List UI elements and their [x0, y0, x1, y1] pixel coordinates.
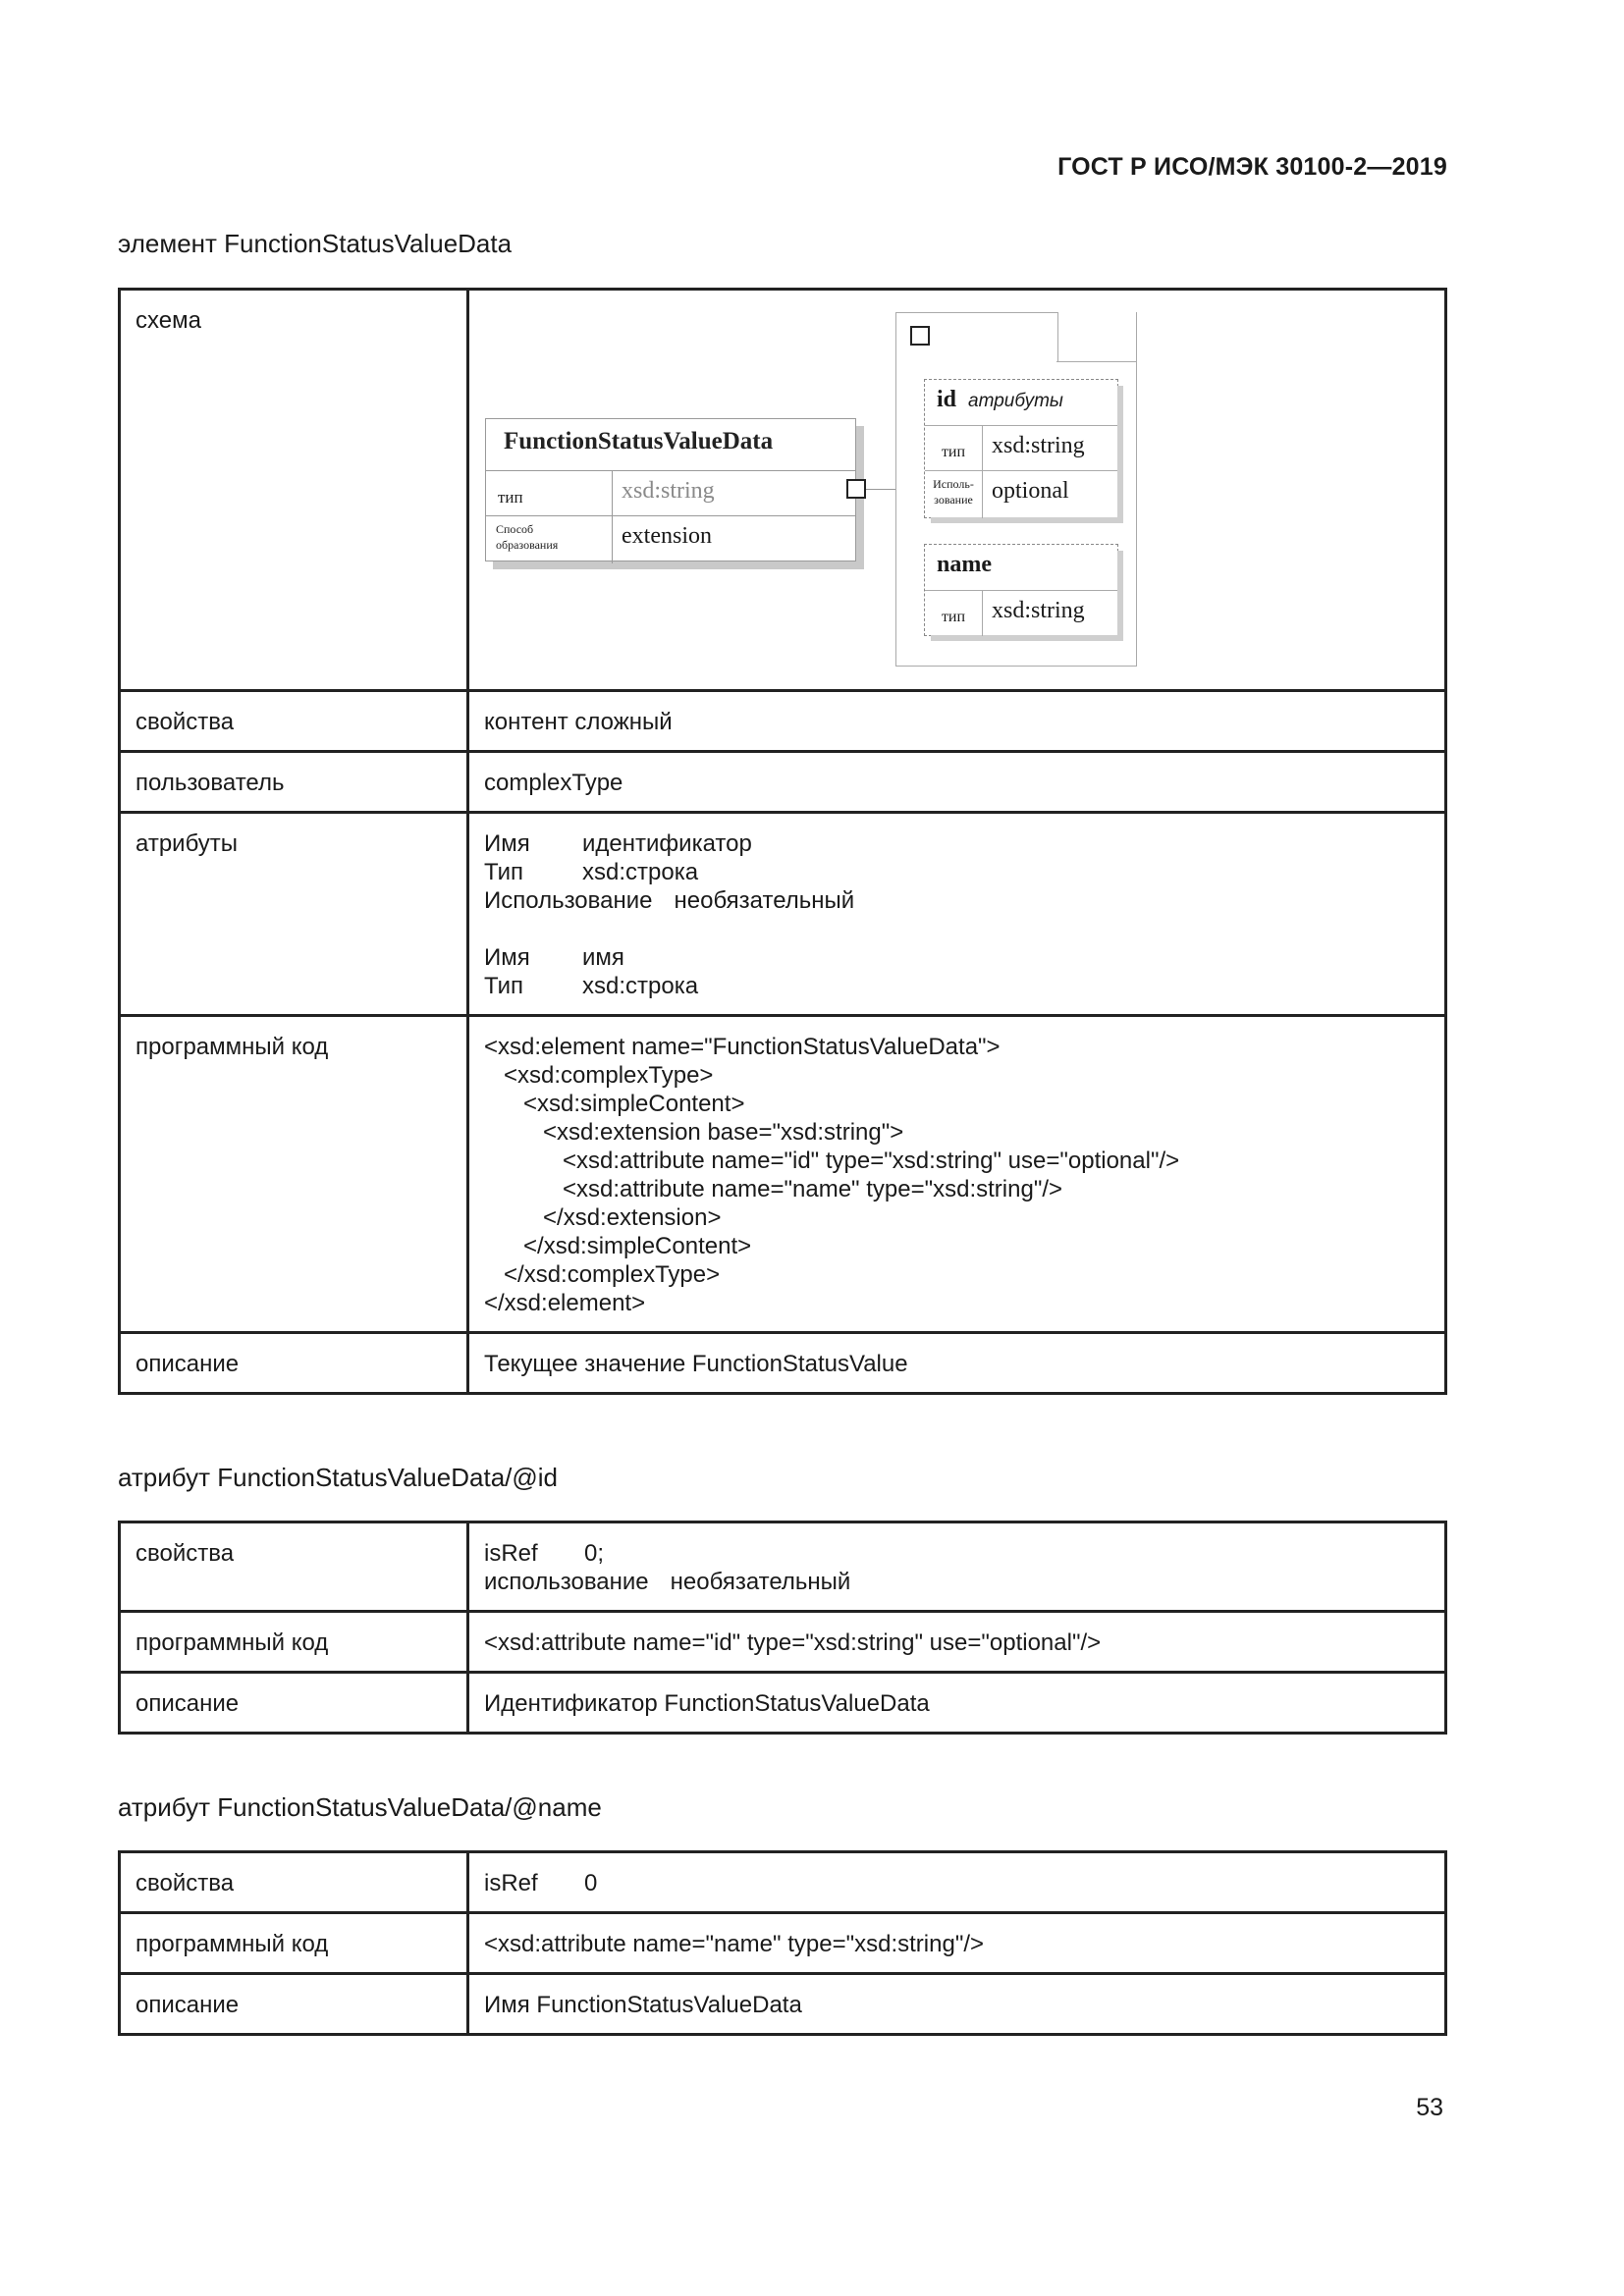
- type-value: xsd:string: [622, 478, 715, 504]
- table-row: [120, 752, 1446, 813]
- expand-toggle-icon[interactable]: [846, 479, 866, 499]
- table-row: [120, 1612, 1446, 1673]
- attr-key: Тип: [484, 859, 524, 885]
- table-row: [120, 1016, 1446, 1333]
- row-label: атрибуты: [120, 813, 468, 1016]
- code-line: </xsd:element>: [484, 1290, 646, 1316]
- table-row: [120, 1333, 1446, 1394]
- table-row: [120, 1673, 1446, 1734]
- row-label: свойства: [120, 1852, 468, 1913]
- attr-id-section-title: атрибут FunctionStatusValueData/@id: [118, 1463, 559, 1492]
- description-value: Имя FunctionStatusValueData: [468, 1974, 1446, 2035]
- table-row: [120, 1913, 1446, 1974]
- attr-id-spec-table: [118, 1521, 1447, 1735]
- table-row: [120, 813, 1446, 1016]
- table-row: [120, 1974, 1446, 2035]
- prop-val: необязательный: [670, 1569, 851, 1595]
- derivation-label-2: образования: [496, 538, 559, 552]
- row-label: программный код: [120, 1016, 468, 1333]
- connector-line: [866, 489, 895, 490]
- element-spec-table: [118, 288, 1447, 1395]
- row-label: описание: [120, 1974, 468, 2035]
- attr-id-box: [924, 379, 1118, 518]
- attr-id-type-value: xsd:string: [992, 433, 1085, 458]
- element-section-title: элемент FunctionStatusValueData: [118, 229, 513, 258]
- row-label: описание: [120, 1333, 468, 1394]
- prop-key: isRef: [484, 1540, 538, 1567]
- attr-val: xsd:строка: [582, 859, 699, 885]
- attr-key: Имя: [484, 944, 530, 971]
- attributes-caption: атрибуты: [968, 391, 1063, 411]
- properties-value: контент сложный: [468, 691, 1446, 752]
- schema-diagram: [469, 291, 1444, 689]
- page-number: 53: [1416, 2094, 1443, 2121]
- attr-key: Имя: [484, 830, 530, 857]
- description-value: Идентификатор FunctionStatusValueData: [468, 1673, 1446, 1734]
- code-line: <xsd:attribute name="name" type="xsd:string"/>: [484, 1176, 1063, 1202]
- table-row: [120, 290, 1446, 691]
- row-label: программный код: [120, 1913, 468, 1974]
- attributes-group: [895, 312, 1137, 667]
- attr-name-type-label: тип: [941, 609, 966, 625]
- attr-name-spec-table: [118, 1850, 1447, 2036]
- element-type-row: [486, 470, 855, 516]
- row-label: описание: [120, 1673, 468, 1734]
- user-value: complexType: [468, 752, 1446, 813]
- code-value: <xsd:attribute name="name" type="xsd:string"/>: [468, 1913, 1446, 1974]
- derivation-label-1: Способ: [496, 522, 534, 536]
- code-line: </xsd:extension>: [484, 1204, 722, 1231]
- code-value: <xsd:attribute name="id" type="xsd:string" use="optional"/>: [468, 1612, 1446, 1673]
- row-label: программный код: [120, 1612, 468, 1673]
- attr-key: Тип: [484, 973, 524, 999]
- attr-name-type-value: xsd:string: [992, 598, 1085, 623]
- attr-val: xsd:строка: [582, 973, 699, 999]
- code-block: [468, 1016, 1446, 1333]
- attr-name-name: name: [937, 552, 992, 577]
- prop-key: использование: [484, 1569, 649, 1595]
- code-line: <xsd:attribute name="id" type="xsd:string" use="optional"/>: [484, 1148, 1180, 1174]
- attr-id-name: id: [937, 387, 957, 412]
- code-line: </xsd:simpleContent>: [484, 1233, 752, 1259]
- type-label: тип: [498, 488, 523, 507]
- row-label: схема: [120, 290, 468, 691]
- attr-name-box: [924, 544, 1118, 636]
- table-row: [120, 691, 1446, 752]
- code-line: </xsd:complexType>: [484, 1261, 721, 1288]
- standard-header: ГОСТ Р ИСО/МЭК 30100-2—2019: [1057, 153, 1447, 181]
- code-line: <xsd:element name="FunctionStatusValueData">: [484, 1034, 1001, 1060]
- prop-val: 0;: [584, 1540, 605, 1567]
- attr-id-use-label-1: Исполь-: [933, 477, 974, 491]
- element-box-title: FunctionStatusValueData: [504, 428, 774, 454]
- prop-val: 0: [584, 1870, 598, 1896]
- attr-id-type-label: тип: [941, 444, 966, 460]
- row-label: свойства: [120, 691, 468, 752]
- collapse-toggle-icon[interactable]: [910, 326, 930, 346]
- element-derivation-row: [486, 515, 855, 563]
- code-line: <xsd:simpleContent>: [484, 1091, 745, 1117]
- attr-key: Использование: [484, 887, 653, 914]
- properties-value: [468, 1522, 1446, 1612]
- element-box: [485, 418, 856, 561]
- prop-key: isRef: [484, 1870, 538, 1896]
- attr-val: имя: [582, 944, 624, 971]
- attributes-list: [468, 813, 1446, 1016]
- description-value: Текущее значение FunctionStatusValue: [468, 1333, 1446, 1394]
- schema-diagram-cell: [468, 290, 1446, 691]
- row-label: пользователь: [120, 752, 468, 813]
- code-line: <xsd:complexType>: [484, 1062, 714, 1089]
- attr-name-section-title: атрибут FunctionStatusValueData/@name: [118, 1792, 602, 1822]
- derivation-value: extension: [622, 523, 712, 549]
- code-line: <xsd:extension base="xsd:string">: [484, 1119, 904, 1146]
- attr-id-use-label-2: зование: [934, 493, 973, 507]
- table-row: [120, 1522, 1446, 1612]
- attr-val: необязательный: [674, 887, 855, 914]
- table-row: [120, 1852, 1446, 1913]
- attr-id-use-value: optional: [992, 478, 1069, 504]
- row-label: свойства: [120, 1522, 468, 1612]
- attr-val: идентификатор: [582, 830, 752, 857]
- properties-value: [468, 1852, 1446, 1913]
